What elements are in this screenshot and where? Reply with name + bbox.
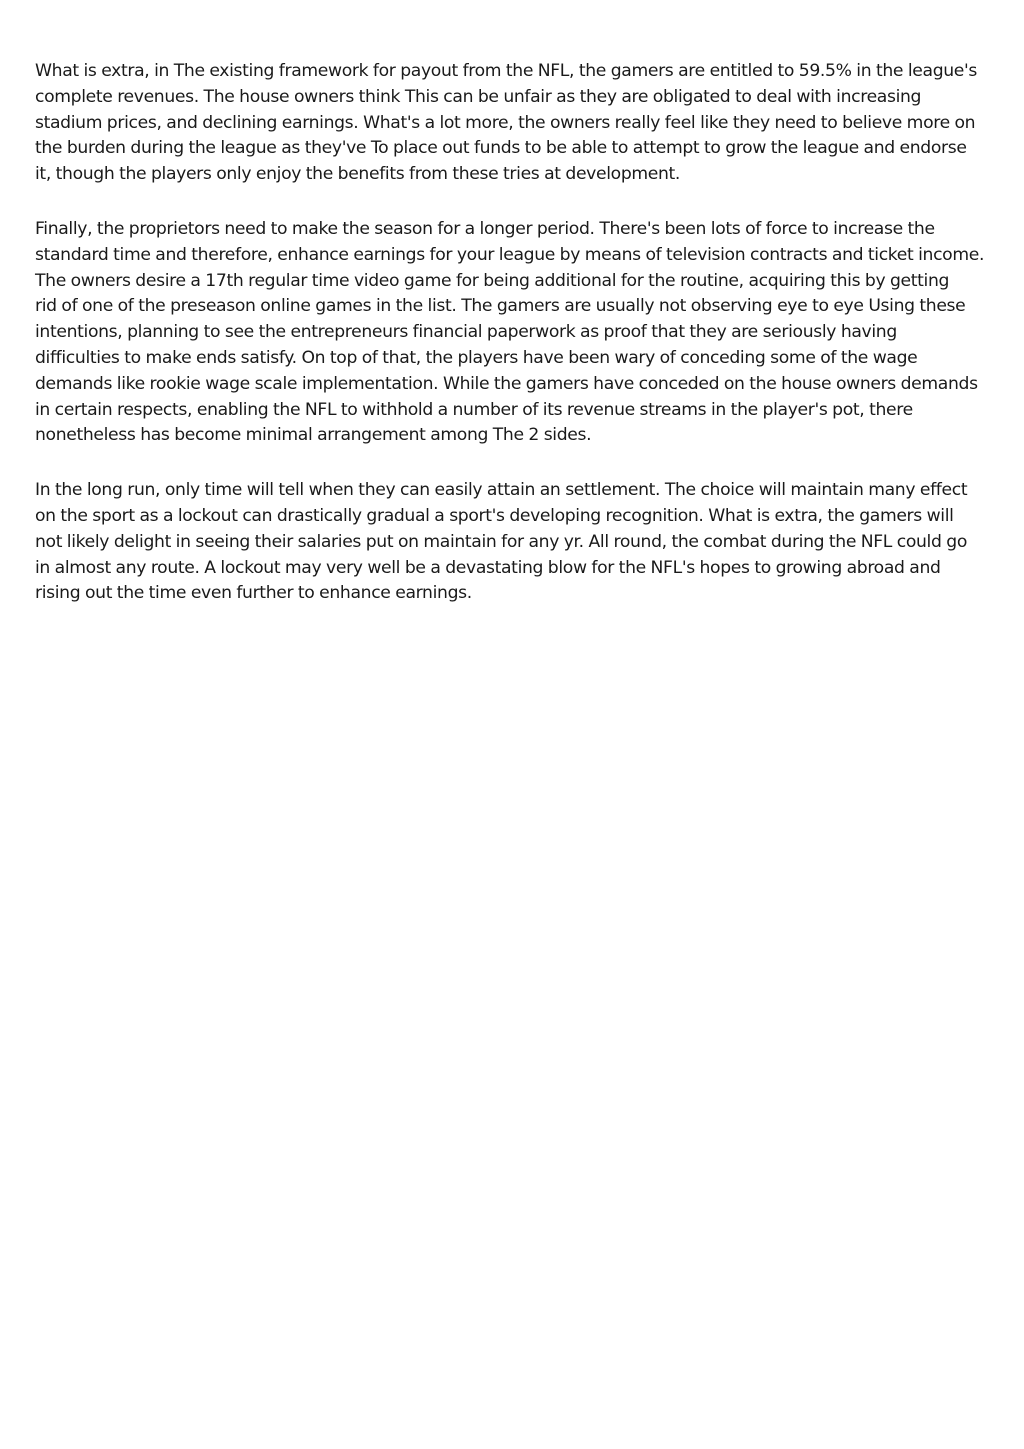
- document-body: [35, 59, 1005, 636]
- text-line: on the sport as a lockout can drastically gradual a sport's developing recognition. What is extra, the gamers will: [35, 505, 954, 526]
- text-line: What is extra, in The existing framework for payout from the NFL, the gamers are entitled to 59.5% in the league's: [35, 61, 978, 81]
- text-line: rising out the time even further to enhance earnings.: [35, 583, 472, 604]
- paragraph-1: [35, 59, 1005, 188]
- text-line: demands like rookie wage scale implementation. While the gamers have conceded on the house owners demands: [35, 373, 978, 394]
- text-line: standard time and therefore, enhance earnings for your league by means of television contracts and ticket income.: [35, 244, 985, 265]
- text-line: difficulties to make ends satisfy. On top of that, the players have been wary of conceding some of the wage: [35, 347, 918, 368]
- text-line: rid of one of the preseason online games in the list. The gamers are usually not observing eye to eye Using these: [35, 296, 966, 317]
- text-line: nonetheless has become minimal arrangement among The 2 sides.: [35, 425, 592, 446]
- text-line: it, though the players only enjoy the benefits from these tries at development.: [35, 164, 681, 185]
- text-line: complete revenues. The house owners think This can be unfair as they are obligated to deal with increasing: [35, 86, 922, 107]
- text-line: intentions, planning to see the entrepreneurs financial paperwork as proof that they are seriously having: [35, 322, 897, 343]
- text-line: in certain respects, enabling the NFL to withhold a number of its revenue streams in the player's pot, there: [35, 399, 913, 420]
- paragraph-2: [35, 217, 1005, 449]
- text-line: stadium prices, and declining earnings. What's a lot more, the owners really feel like they need to believe more on: [35, 112, 976, 133]
- text-line: The owners desire a 17th regular time video game for being additional for the routine, acquiring this by getting: [35, 270, 950, 291]
- text-line: In the long run, only time will tell when they can easily attain an settlement. The choice will maintain many effect: [35, 480, 968, 501]
- paragraph-3: [35, 478, 1005, 607]
- text-line: the burden during the league as they've To place out funds to be able to attempt to grow the league and endorse: [35, 138, 967, 159]
- text-line: in almost any route. A lockout may very well be a devastating blow for the NFL's hopes to growing abroad and: [35, 557, 941, 578]
- text-line: Finally, the proprietors need to make the season for a longer period. There's been lots of force to increase the: [35, 218, 935, 239]
- text-line: not likely delight in seeing their salaries put on maintain for any yr. All round, the combat during the NFL could go: [35, 531, 967, 552]
